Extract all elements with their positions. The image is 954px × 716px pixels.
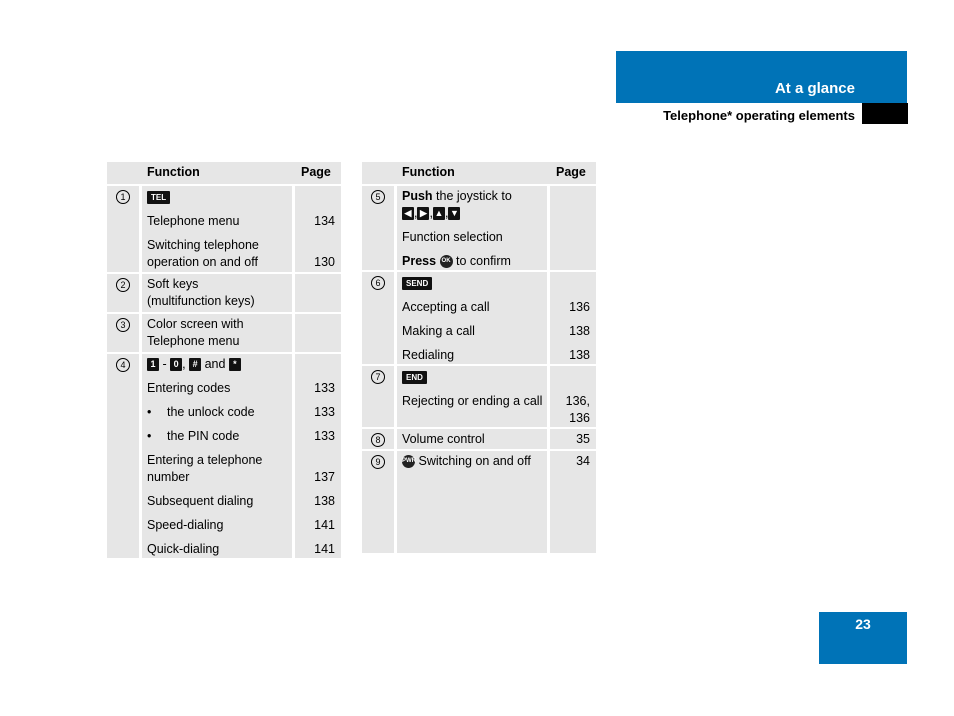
callout-number: 3	[116, 318, 130, 332]
key-star-icon: *	[229, 358, 241, 371]
callout-number: 2	[116, 278, 130, 292]
header-page: Page	[550, 162, 596, 185]
page-number-band	[819, 612, 907, 664]
table-row: 8 Volume control 35	[362, 428, 596, 450]
table-row: 5 Push the joystick to ◀ , ▶ , ▲ , ▼ Function selection Press OK to confirm	[362, 185, 596, 271]
header-band	[616, 51, 907, 103]
table-row: 1 TEL Telephone menu Switching telephone operation on and off 134 130	[107, 185, 341, 273]
callout-number: 1	[116, 190, 130, 204]
table-row: 4 1 - 0 , # and * Entering codes • the unlock code • the PIN code Entering a telephone number Subsequent dialing Speed-dialing Quick-dialing 133 133 133 137 138 141 141	[107, 353, 341, 558]
header-function: Function	[397, 162, 547, 185]
key-hash-icon: #	[189, 358, 201, 371]
tel-key-icon: TEL	[147, 191, 170, 204]
end-key-icon: END	[402, 371, 427, 384]
table-row: 7 END Rejecting or ending a call 136, 136	[362, 365, 596, 428]
subtitle-marker	[862, 103, 908, 124]
callout-number: 7	[371, 370, 385, 384]
joystick-down-icon: ▼	[449, 208, 459, 219]
function-table-right	[362, 162, 596, 553]
key-1-icon: 1	[147, 358, 159, 371]
power-key-icon: PWR	[402, 455, 415, 468]
joystick-left-icon: ◀	[402, 207, 414, 220]
key-0-icon: 0	[170, 358, 182, 371]
send-key-icon: SEND	[402, 277, 432, 290]
section-subtitle: Telephone* operating elements	[663, 108, 855, 123]
callout-number: 5	[371, 190, 385, 204]
joystick-up-icon: ▲	[434, 208, 444, 219]
function-table-left	[107, 162, 341, 558]
page-number: 23	[855, 616, 871, 632]
header-function: Function	[142, 162, 292, 185]
callout-number: 8	[371, 433, 385, 447]
table-row: 9 PWR Switching on and off 34	[362, 450, 596, 553]
ok-key-icon: OK	[440, 255, 453, 268]
table-row: 3 Color screen with Telephone menu	[107, 313, 341, 353]
callout-number: 9	[371, 455, 385, 469]
callout-number: 6	[371, 276, 385, 290]
header-page: Page	[295, 162, 341, 185]
joystick-right-icon: ▶	[417, 207, 429, 220]
table-row: 6 SEND Accepting a call Making a call Redialing 136 138 138	[362, 271, 596, 365]
table-row: 2 Soft keys (multifunction keys)	[107, 273, 341, 313]
section-title: At a glance	[774, 80, 855, 97]
callout-number: 4	[116, 358, 130, 372]
